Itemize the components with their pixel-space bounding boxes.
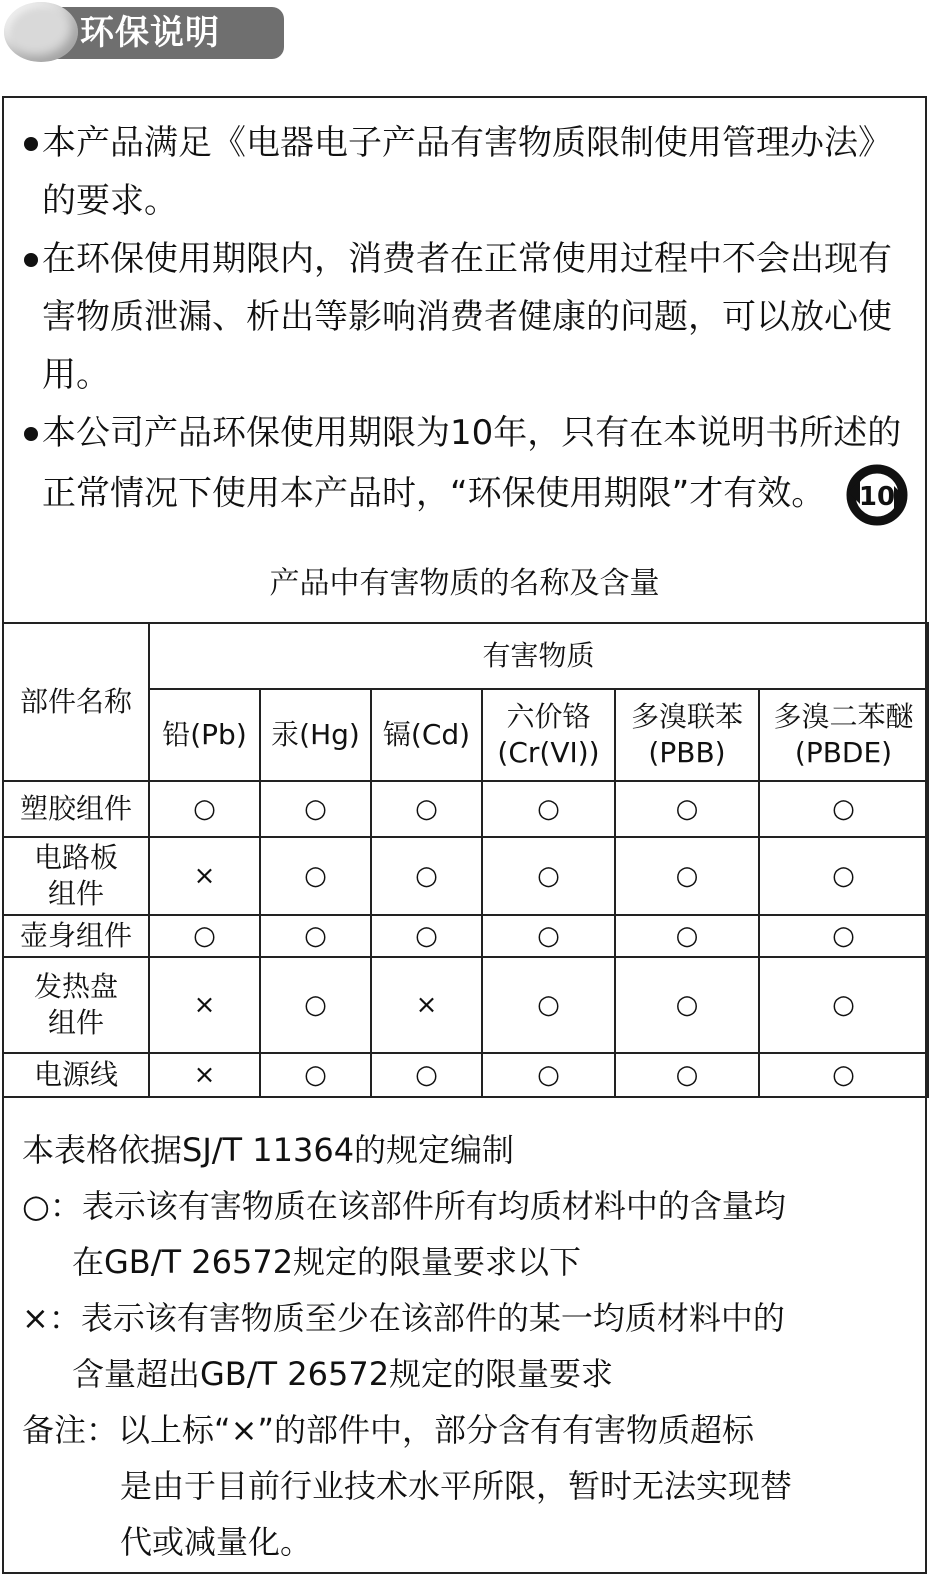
table-row [3,915,928,957]
part-name-cell: 壶身组件 [3,915,149,957]
value-cell: ○ [482,915,615,957]
part-name-cell: 发热盘 组件 [3,957,149,1053]
value-cell: × [371,957,482,1053]
value-cell: ○ [759,957,928,1053]
value-cell: ○ [482,1053,615,1097]
value-cell: ○ [482,837,615,915]
value-cell: × [149,1053,260,1097]
value-cell: ○ [759,915,928,957]
value-cell: ○ [260,837,371,915]
remark-line: 是由于目前行业技术水平所限，暂时无法实现替 [120,1467,793,1505]
column-header: 多溴二苯醚 (PBDE) [759,689,928,781]
bullet-dot-icon [24,253,38,267]
eco-period-10-icon [844,462,910,528]
value-cell: ○ [149,915,260,957]
bullet-item [24,404,914,528]
section-header [0,0,286,64]
value-cell: ○ [260,781,371,837]
column-header: 六价铬 (Cr(VI)) [482,689,615,781]
bullet-text: 在环保使用期限内，消费者在正常使用过程中不会出现有害物质泄漏、析出等影响消费者健康的问题，可以放心使用。 [42,239,892,395]
value-cell: ○ [759,781,928,837]
bullet-text: 本产品满足《电器电子产品有害物质限制使用管理办法》的要求。 [42,123,892,221]
part-name-cell: 电源线 [3,1053,149,1097]
cross-legend-line: 含量超出GB/T 26572规定的限量要求 [72,1355,614,1393]
value-cell: × [149,957,260,1053]
circle-legend-line: 在GB/T 26572规定的限量要求以下 [72,1243,582,1281]
value-cell: ○ [371,1053,482,1097]
value-cell: × [149,837,260,915]
value-cell: ○ [615,1053,759,1097]
bullet-dot-icon [24,137,38,151]
column-header: 镉(Cd) [371,689,482,781]
header-blob-icon [4,2,78,62]
circle-legend-line: ○：表示该有害物质在该部件所有均质材料中的含量均 [22,1187,786,1225]
bullet-text: 本公司产品环保使用期限为10年，只有在本说明书所述的正常情况下使用本产品时，“环保使用期限”才有效。 [42,413,902,514]
table-row [3,837,928,915]
value-cell: ○ [482,957,615,1053]
value-cell: ○ [260,1053,371,1097]
content-frame [2,96,927,1574]
part-name-cell: 塑胶组件 [3,781,149,837]
value-cell: ○ [615,957,759,1053]
value-cell: ○ [759,1053,928,1097]
hazardous-substance-table [2,622,929,1098]
value-cell: ○ [371,781,482,837]
part-name-header: 部件名称 [3,623,149,781]
column-header: 铅(Pb) [149,689,260,781]
cross-legend-line: ×：表示该有害物质至少在该部件的某一均质材料中的 [22,1299,785,1337]
table-row [3,781,928,837]
bullet-item [24,230,914,404]
column-header: 汞(Hg) [260,689,371,781]
value-cell: ○ [759,837,928,915]
value-cell: ○ [615,781,759,837]
value-cell: ○ [371,837,482,915]
table-row [3,957,928,1053]
value-cell: ○ [615,915,759,957]
value-cell: ○ [615,837,759,915]
value-cell: ○ [371,915,482,957]
value-cell: ○ [260,957,371,1053]
part-name-cell: 电路板 组件 [3,837,149,915]
column-header: 多溴联苯 (PBB) [615,689,759,781]
value-cell: ○ [482,781,615,837]
bullet-dot-icon [24,427,38,441]
table-row [3,1053,928,1097]
remark-line: 代或减量化。 [120,1523,313,1561]
value-cell: ○ [149,781,260,837]
eco-period-label: 10 [858,482,896,512]
table-title: 产品中有害物质的名称及含量 [269,566,660,601]
bullet-item [24,114,914,230]
bullet-list [24,114,914,528]
table-notes [22,1122,912,1570]
standard-basis-note: 本表格依据SJ/T 11364的规定编制 [22,1131,515,1169]
remark-line: 备注：以上标“×”的部件中，部分含有有害物质超标 [22,1411,754,1449]
section-title: 环保说明 [80,13,220,53]
substance-group-header: 有害物质 [149,623,928,689]
value-cell: ○ [260,915,371,957]
